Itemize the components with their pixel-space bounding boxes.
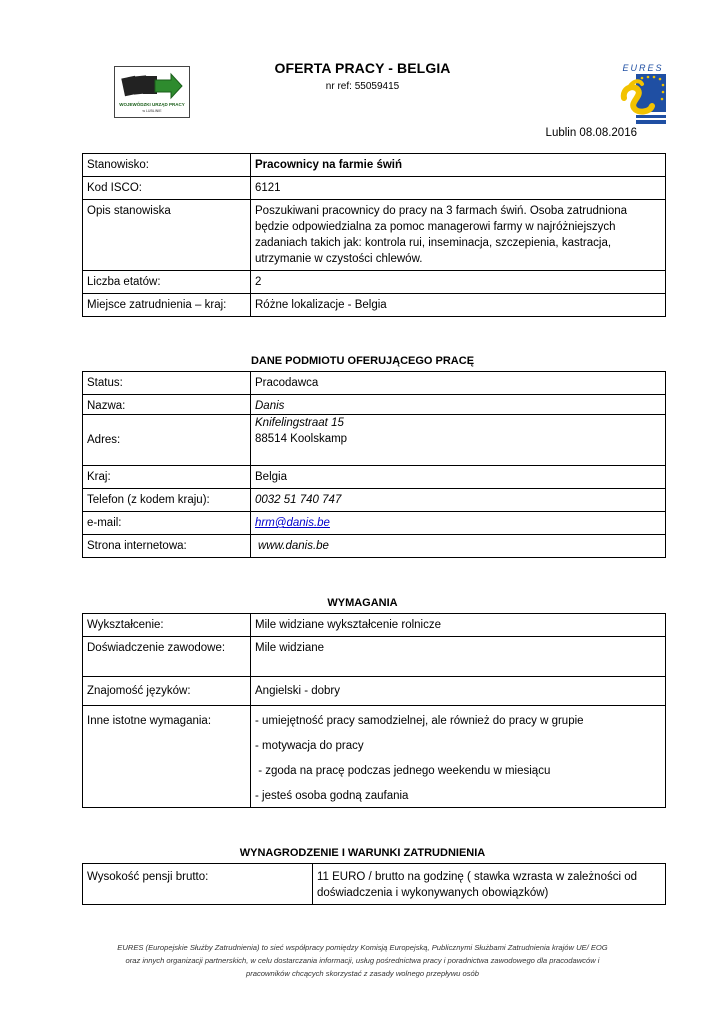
position-label: Stanowisko: <box>83 154 251 177</box>
table-row <box>83 614 666 637</box>
table-row <box>83 154 666 177</box>
email-cell <box>251 512 666 535</box>
address-line-1: Knifelingstraat 15 <box>255 417 344 429</box>
footer-line-1-rest: to sieć współpracy pomiędzy Komisją Europejską, Publicznymi Służbami Zatrudnienia krajów UE/ EOG <box>259 943 608 952</box>
languages-value: Angielski - dobry <box>251 677 666 706</box>
other-requirements-list <box>251 706 666 808</box>
salary-heading: WYNAGRODZENIE I WARUNKI ZATRUDNIENIA <box>239 847 486 859</box>
website-label: Strona internetowa: <box>83 535 251 558</box>
name-value: Danis <box>251 395 666 415</box>
email-link[interactable]: hrm@danis.be <box>255 517 330 529</box>
logo-subcaption: w LUBLINIE <box>142 109 162 113</box>
eures-emblem-icon <box>616 62 670 126</box>
footer-line-1 <box>60 941 665 954</box>
job-table <box>82 153 666 317</box>
table-row <box>83 637 666 677</box>
footer-bold: EURES (Europejskie Służby Zatrudnienia) <box>117 943 260 952</box>
list-item: - umiejętność pracy samodzielnej, ale również do pracy w grupie <box>255 715 584 727</box>
phone-value: 0032 51 740 747 <box>251 489 666 512</box>
table-row <box>83 415 666 466</box>
employer-heading: DANE PODMIOTU OFERUJĄCEGO PRACĘ <box>250 355 475 367</box>
requirements-table <box>82 613 666 808</box>
gross-salary-label: Wysokość pensji brutto: <box>83 864 313 905</box>
isco-label: Kod ISCO: <box>83 177 251 200</box>
footer-note <box>60 941 665 980</box>
languages-label: Znajomość języków: <box>83 677 251 706</box>
experience-value: Mile widziane <box>251 637 666 677</box>
table-row <box>83 177 666 200</box>
gross-salary-value: 11 EURO / brutto na godzinę ( stawka wzrasta w zależności od doświadczenia i wykonywanych obowiązków) <box>313 864 666 905</box>
address-value <box>251 415 666 466</box>
country-value: Belgia <box>251 466 666 489</box>
requirements-heading: WYMAGANIA <box>327 597 398 609</box>
description-label: Opis stanowiska <box>83 200 251 271</box>
employer-table <box>82 371 666 558</box>
table-row <box>83 512 666 535</box>
table-row <box>83 864 666 905</box>
table-row <box>83 706 666 808</box>
footer-line-2: oraz innych organizacji partnerskich, w celu dostarczania informacji, usług pośrednictwa pracy i poradnictwa zawodowego dla pracodawców i <box>125 956 600 965</box>
status-label: Status: <box>83 372 251 395</box>
location-label: Miejsce zatrudnienia – kraj: <box>83 294 251 317</box>
table-row <box>83 489 666 512</box>
website-value: www.danis.be <box>251 535 666 558</box>
location-value: Różne lokalizacje - Belgia <box>251 294 666 317</box>
country-label: Kraj: <box>83 466 251 489</box>
list-item: - jesteś osoba godną zaufania <box>255 790 409 802</box>
phone-label: Telefon (z kodem kraju): <box>83 489 251 512</box>
isco-value: 6121 <box>251 177 666 200</box>
table-row <box>83 677 666 706</box>
document-date: Lublin 08.08.2016 <box>545 127 637 139</box>
description-value: Poszukiwani pracownicy do pracy na 3 farmach świń. Osoba zatrudniona będzie odpowiedzialna za pomoc managerowi farmy w najróżniejszych zadaniach takich jak: kontrola rui, inseminacja, szczepienia, kastracja, utrzymanie w czystości chlewów. <box>251 200 666 271</box>
table-row <box>83 200 666 271</box>
email-label: e-mail: <box>83 512 251 535</box>
table-row <box>83 535 666 558</box>
reference-number: nr ref: 55059415 <box>325 81 400 92</box>
position-value: Pracownicy na farmie świń <box>251 154 666 177</box>
positions-count-value: 2 <box>251 271 666 294</box>
eures-logo-text: EURES <box>622 63 664 73</box>
table-row <box>83 395 666 415</box>
table-row <box>83 372 666 395</box>
table-row <box>83 271 666 294</box>
eures-logo <box>616 62 670 126</box>
address-label: Adres: <box>83 415 251 466</box>
other-requirements-label: Inne istotne wymagania: <box>83 706 251 808</box>
positions-count-label: Liczba etatów: <box>83 271 251 294</box>
education-label: Wykształcenie: <box>83 614 251 637</box>
education-value: Mile widziane wykształcenie rolnicze <box>251 614 666 637</box>
footer-line-3: pracowników chcących skorzystać z zasady wolnego przepływu osób <box>246 969 479 978</box>
table-row <box>83 294 666 317</box>
salary-table <box>82 863 666 905</box>
experience-label: Doświadczenie zawodowe: <box>83 637 251 677</box>
name-label: Nazwa: <box>83 395 251 415</box>
list-item: - motywacja do pracy <box>255 740 364 752</box>
list-item: - zgoda na pracę podczas jednego weekendu w miesiącu <box>255 765 551 777</box>
logo-caption: WOJEWÓDZKI URZĄD PRACY <box>119 102 185 107</box>
address-line-2: 88514 Koolskamp <box>255 433 348 445</box>
status-value: Pracodawca <box>251 372 666 395</box>
page-title: OFERTA PRACY - BELGIA <box>274 60 451 76</box>
table-row <box>83 466 666 489</box>
